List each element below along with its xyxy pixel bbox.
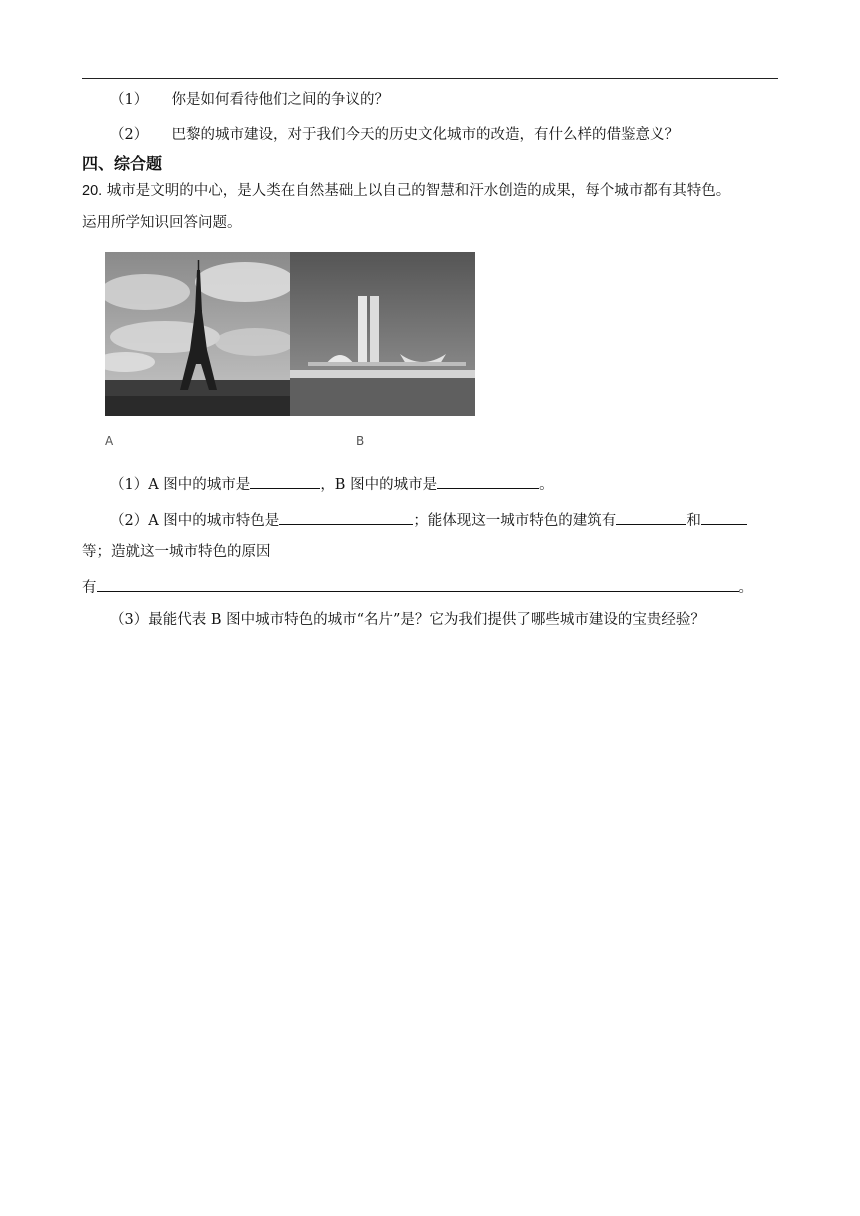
prev-q2-text: 巴黎的城市建设，对于我们今天的历史文化城市的改造，有什么样的借鉴意义？ xyxy=(171,127,679,143)
sub-question-3: （3）最能代表 B 图中城市特色的城市“名片”是？它为我们提供了哪些城市建设的宝贵经验？ xyxy=(110,612,705,628)
sub2-text-b: ；能体现这一城市特色的建筑有 xyxy=(413,513,617,529)
prev-question-2 xyxy=(110,125,679,145)
header-rule xyxy=(82,78,778,79)
answer-blank-feature[interactable] xyxy=(279,509,413,525)
section-title: 四、综合题 xyxy=(82,154,163,173)
sub2-text-reason: 有 xyxy=(82,580,97,596)
question-stem-1: 城市是文明的中心，是人类在自然基础上以自己的智慧和汗水创造的成果，每个城市都有其特色。 xyxy=(106,183,731,199)
sub2-text-c: 和 xyxy=(686,513,701,529)
photo-b-label: B xyxy=(356,434,365,448)
sub2-text-a: （2）A 图中的城市特色是 xyxy=(110,513,280,529)
sub-question-2-line2: 等；造就这一城市特色的原因 xyxy=(82,544,271,560)
sub1-text-b: ，B 图中的城市是 xyxy=(320,477,438,493)
prev-q1-text: 你是如何看待他们之间的争议的？ xyxy=(171,92,389,108)
sub-question-1 xyxy=(110,473,554,495)
question-20-stem-line2: 运用所学知识回答问题。 xyxy=(82,215,242,231)
prev-q2-number: （2） xyxy=(110,127,149,143)
answer-blank-building-1[interactable] xyxy=(616,509,686,525)
question-20-stem-line1 xyxy=(82,181,730,201)
question-number: 20. xyxy=(82,183,103,199)
photo-a-eiffel-tower xyxy=(105,252,290,416)
sub-question-2-line3 xyxy=(82,576,753,598)
sub-question-2-line1 xyxy=(110,509,747,531)
answer-blank-city-a[interactable] xyxy=(250,473,320,489)
answer-blank-reason[interactable] xyxy=(97,576,739,592)
sub2-text-end: 。 xyxy=(738,580,753,596)
sub1-text-a: （1）A 图中的城市是 xyxy=(110,477,251,493)
answer-blank-building-2[interactable] xyxy=(701,509,747,525)
answer-blank-city-b[interactable] xyxy=(437,473,539,489)
photo-b-brasilia-congress xyxy=(290,252,475,416)
prev-q1-number: （1） xyxy=(110,92,149,108)
prev-question-1 xyxy=(110,90,389,110)
photo-a-label: A xyxy=(105,434,114,448)
sub1-text-c: 。 xyxy=(539,477,554,493)
